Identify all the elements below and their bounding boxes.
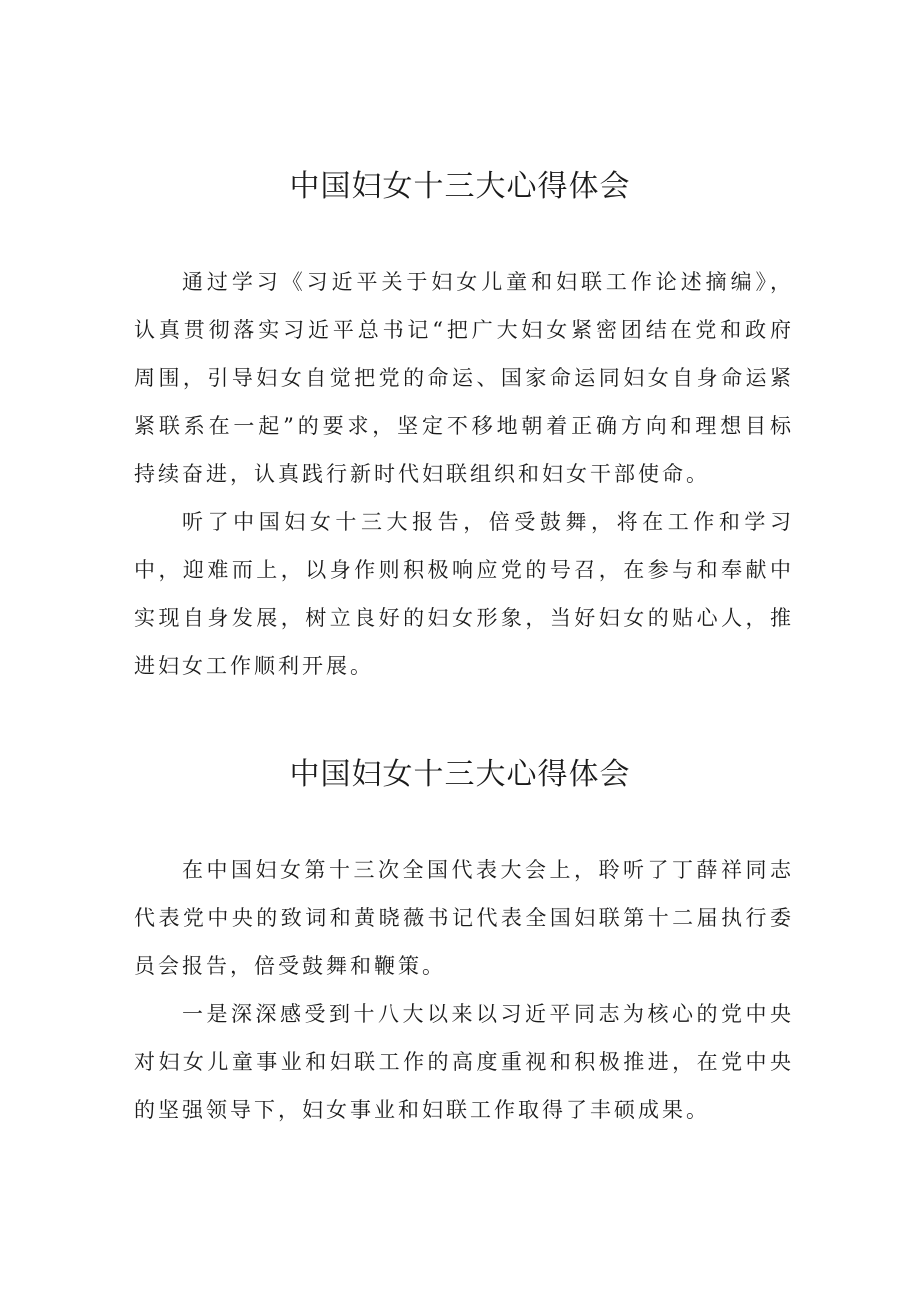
section-1-paragraph-2: 听了中国妇女十三大报告，倍受鼓舞，将在工作和学习中，迎难而上，以身作则积极响应党的号召，在参与和奉献中实现自身发展，树立良好的妇女形象，当好妇女的贴心人，推进妇女工作顺利开展。 [134,510,794,678]
section-2-paragraph-1: 在中国妇女第十三次全国代表大会上，聆听了丁薛祥同志代表党中央的致词和黄晓薇书记代表全国妇联第十二届执行委员会报告，倍受鼓舞和鞭策。 [134,858,794,978]
section-2-title: 中国妇女十三大心得体会 [289,757,631,792]
section-1-paragraph-1: 通过学习《习近平关于妇女儿童和妇联工作论述摘编》，认真贯彻落实习近平总书记“把广大妇女紧密团结在党和政府周围，引导妇女自觉把党的命运、国家命运同妇女自身命运紧紧联系在一起”的要求，坚定不移地朝着正确方向和理想目标持续奋进，认真践行新时代妇联组织和妇女干部使命。 [134,270,794,486]
section-1-body [134,258,794,690]
section-2-paragraph-2: 一是深深感受到十八大以来以习近平同志为核心的党中央对妇女儿童事业和妇联工作的高度重视和积极推进，在党中央的坚强领导下，妇女事业和妇联工作取得了丰硕成果。 [134,1002,794,1122]
section-1-title: 中国妇女十三大心得体会 [289,169,631,204]
section-2-body [134,846,794,1134]
